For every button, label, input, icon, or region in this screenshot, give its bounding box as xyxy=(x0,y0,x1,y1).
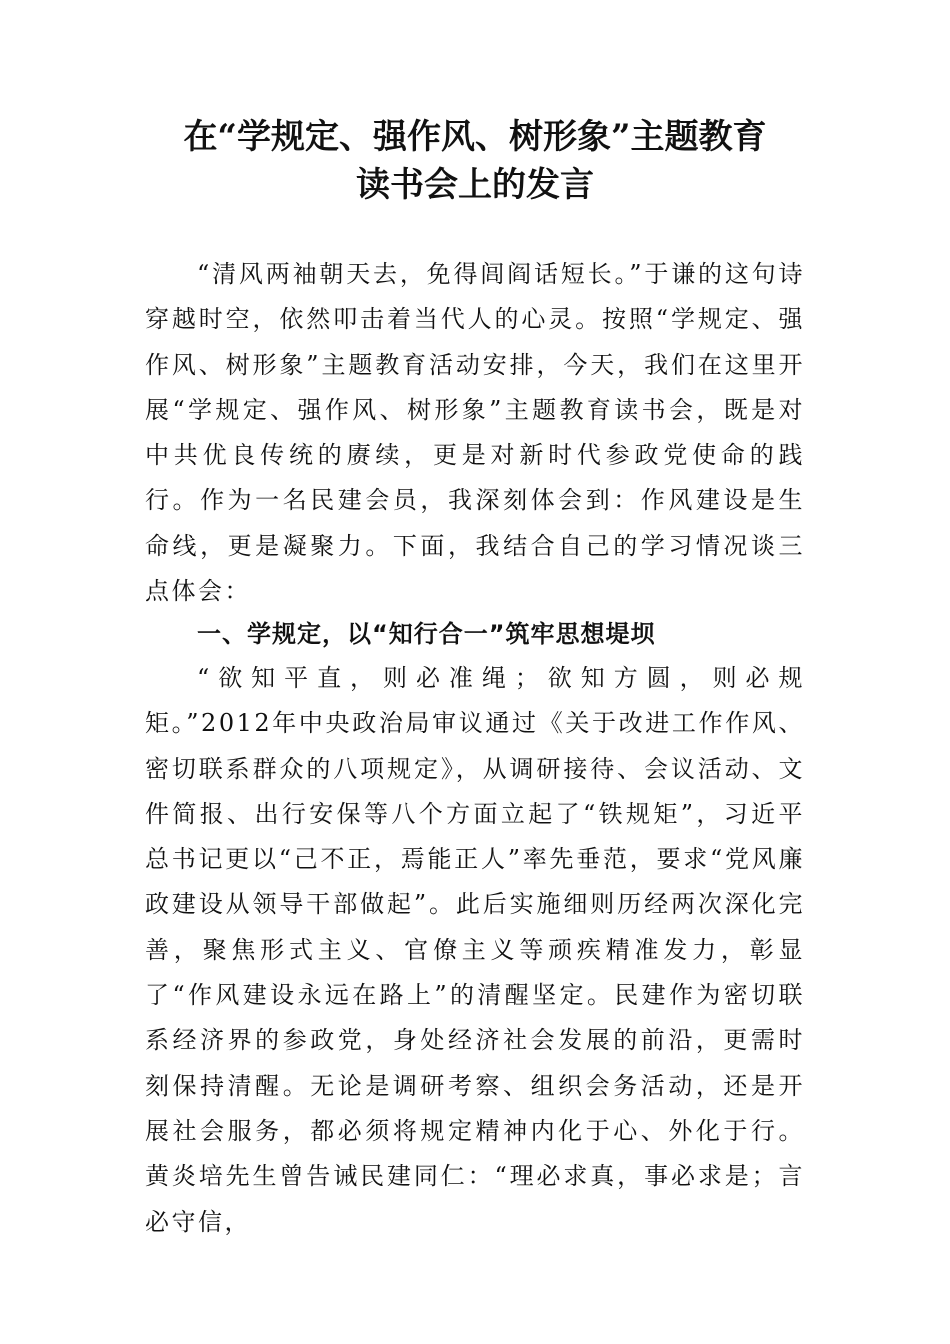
section-heading-1: 一、学规定，以“知行合一”筑牢思想堤坝 xyxy=(197,620,656,648)
body-paragraph-1: “清风两袖朝天去，免得闾阎话短长。”于谦的这句诗穿越时空，依然叩击着当代人的心灵。按照“学规定、强作风、树形象”主题教育活动安排，今天，我们在这里开展“学规定、强作风、树形象”主题教育读书会，既是对中共优良传统的赓续，更是对新时代参政党使命的践行。作为一名民建会员，我深刻体会到：作风建设是生命线，更是凝聚力。下面，我结合自己的学习情况谈三点体会： xyxy=(145,260,805,606)
body-paragraph-2: “欲知平直，则必准绳；欲知方圆，则必规矩。”2012年中央政治局审议通过《关于改进工作作风、密切联系群众的八项规定》，从调研接待、会议活动、文件简报、出行安保等八个方面立起了“铁规矩”，习近平总书记更以“己不正，焉能正人”率先垂范，要求“党风廉政建设从领导干部做起”。此后实施细则历经两次深化完善，聚焦形式主义、官僚主义等顽疾精准发力，彰显了“作风建设永远在路上”的清醒坚定。民建作为密切联系经济界的参政党，身处经济社会发展的前沿，更需时刻保持清醒。无论是调研考察、组织会务活动，还是开展社会服务，都必须将规定精神内化于心、外化于行。黄炎培先生曾告诫民建同仁：“理必求真，事必求是；言必守信， xyxy=(145,664,805,1236)
document-title-line-1: 在“学规定、强作风、树形象”主题教育 xyxy=(183,117,767,157)
document-title-line-2: 读书会上的发言 xyxy=(356,165,594,205)
